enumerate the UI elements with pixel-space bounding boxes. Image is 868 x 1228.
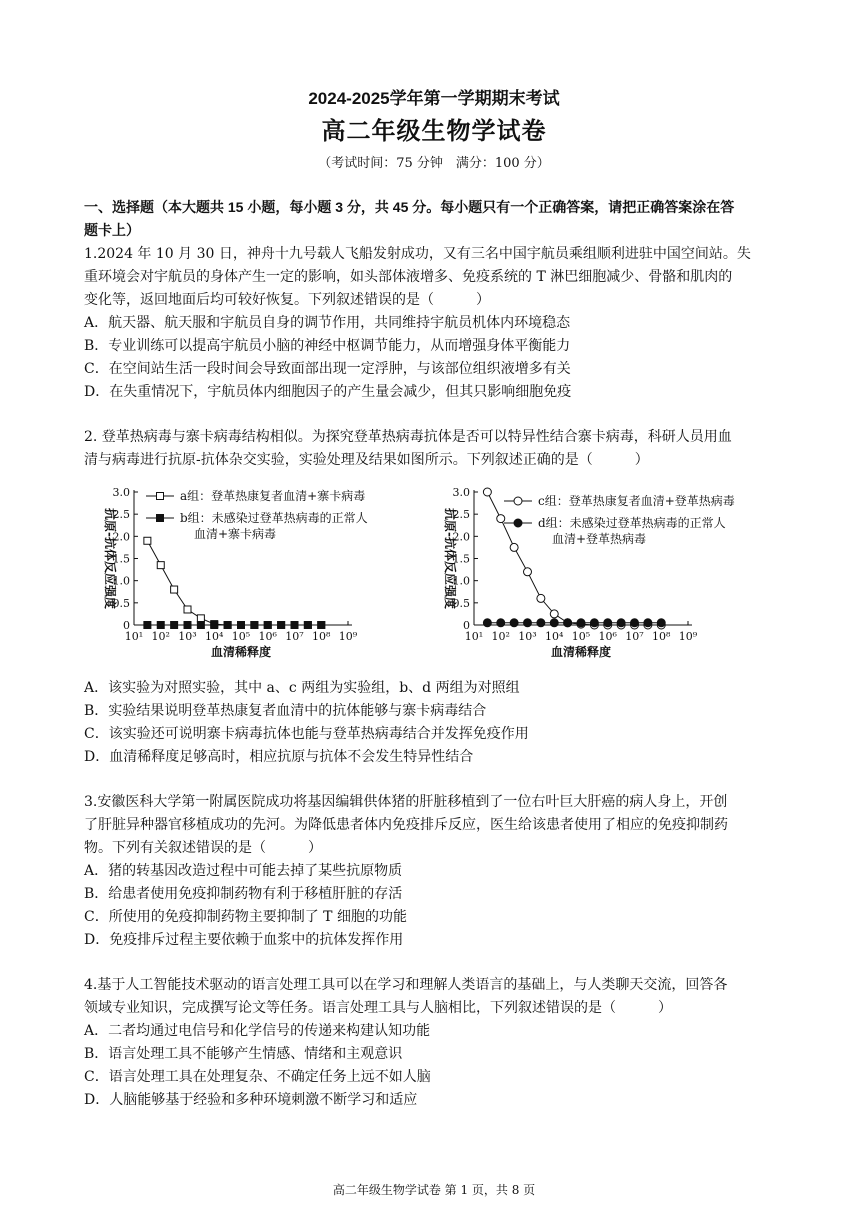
x-axis-label: 血清稀释度 <box>210 645 272 659</box>
exam-title: 2024-2025学年第一学期期末考试 <box>308 89 560 108</box>
legend-label: a组：登革热康复者血清+寨卡病毒 <box>180 489 366 503</box>
q1-option-d: D．在失重情况下，宇航员体内细胞因子的产生量会减少，但其只影响细胞免疫 <box>84 384 572 400</box>
data-point <box>211 622 218 629</box>
data-point <box>171 622 178 629</box>
q4-stem: 4.基于人工智能技术驱动的语言处理工具可以在学习和理解人类语言的基础上，与人类聊天交流，回答各 <box>84 977 728 993</box>
q3-option-b: B．给患者使用免疫抑制药物有利于移植肝脏的存活 <box>84 886 403 902</box>
q3-option-a: A．猪的转基因改造过程中可能去掉了某些抗原物质 <box>84 863 403 879</box>
y-tick-label: 3.0 <box>112 486 130 499</box>
data-point <box>550 619 558 627</box>
section-heading-cont: 题卡上） <box>84 222 140 238</box>
q1-option-a: A．航天器、航天服和宇航员自身的调节作用，共同维持宇航员机体内环境稳态 <box>84 315 571 331</box>
q1-option-b: B．专业训练可以提高宇航员小脑的神经中枢调节能力，从而增强身体平衡能力 <box>84 338 571 354</box>
q2-option-d: D．血清稀释度足够高时，相应抗原与抗体不会发生特异性结合 <box>84 749 474 765</box>
y-tick-label: 0.5 <box>112 596 130 610</box>
data-point <box>497 619 505 627</box>
legend-label: c组：登革热康复者血清+登革热病毒 <box>538 494 735 508</box>
x-tick-label: 10⁵ <box>231 630 251 643</box>
y-tick-label: 1.5 <box>452 552 470 566</box>
data-point <box>577 619 585 627</box>
data-point <box>537 594 545 602</box>
data-point <box>144 537 151 544</box>
q2-option-c: C．该实验还可说明寨卡病毒抗体也能与登革热病毒结合并发挥免疫作用 <box>84 726 529 742</box>
data-point <box>644 619 652 627</box>
q2-option-a: A．该实验为对照实验，其中 a、c 两组为实验组，b、d 两组为对照组 <box>84 680 520 696</box>
q3-option-c: C．所使用的免疫抑制药物主要抑制了 T 细胞的功能 <box>84 909 407 925</box>
q1-stem: 1.2024 年 10 月 30 日，神舟十九号载人飞船发射成功，又有三名中国宇航员乘组顺利进驻中国空间站。失 <box>84 246 751 262</box>
data-point <box>318 622 325 629</box>
data-point <box>604 619 612 627</box>
data-point <box>564 619 572 627</box>
x-tick-label: 10⁴ <box>205 630 224 643</box>
q3-stem: 了肝脏异种器官移植成功的先河。为降低患者体内免疫排斥反应，医生给该患者使用了相应的免疫抑制药 <box>84 817 728 833</box>
y-tick-label: 3.0 <box>452 486 470 499</box>
q4-option-a: A．二者均通过电信号和化学信号的传递来构建认知功能 <box>84 1023 431 1039</box>
x-tick-label: 10⁹ <box>678 630 698 643</box>
legend-marker <box>157 515 164 522</box>
q2-stem: 清与病毒进行抗原-抗体杂交实验，实验处理及结果如图所示。下列叙述正确的是（ ） <box>84 452 649 468</box>
x-tick-label: 10³ <box>178 630 197 643</box>
data-point <box>197 622 204 629</box>
data-point <box>278 622 285 629</box>
data-point <box>238 622 245 629</box>
data-point <box>497 515 505 523</box>
series-line <box>147 541 321 625</box>
x-tick-label: 10⁹ <box>338 630 358 643</box>
q2-option-b: B．实验结果说明登革热康复者血清中的抗体能够与寨卡病毒结合 <box>84 703 487 719</box>
data-point <box>157 562 164 569</box>
data-point <box>510 619 518 627</box>
q3-stem: 物。下列有关叙述错误的是（ ） <box>84 840 322 856</box>
data-point <box>144 622 151 629</box>
chart-right <box>428 480 788 665</box>
legend-label: 血清+寨卡病毒 <box>194 527 277 541</box>
data-point <box>184 622 191 629</box>
x-tick-label: 10⁷ <box>625 630 644 643</box>
q4-stem: 领域专业知识，完成撰写论文等任务。语言处理工具与人脑相比，下列叙述错误的是（ ） <box>84 1000 672 1016</box>
y-tick-label: 1.5 <box>112 552 130 566</box>
y-tick-label: 0.5 <box>452 596 470 610</box>
y-tick-label: 2.5 <box>112 508 130 522</box>
q3-option-d: D．免疫排斥过程主要依赖于血浆中的抗体发挥作用 <box>84 932 404 948</box>
x-tick-label: 10⁵ <box>571 630 591 643</box>
y-tick-label: 2.5 <box>452 508 470 522</box>
data-point <box>157 622 164 629</box>
x-tick-label: 10⁸ <box>652 630 671 643</box>
q4-option-b: B．语言处理工具不能够产生情感、情绪和主观意识 <box>84 1046 403 1062</box>
page-footer: 高二年级生物学试卷 第 1 页，共 8 页 <box>332 1183 536 1197</box>
legend-label: 血清+登革热病毒 <box>552 532 647 546</box>
x-tick-label: 10¹ <box>124 630 144 643</box>
data-point <box>291 622 298 629</box>
data-point <box>171 586 178 593</box>
exam-info: （考试时间：75 分钟 满分：100 分） <box>318 156 550 171</box>
data-point <box>224 622 231 629</box>
data-point <box>184 606 191 613</box>
x-tick-label: 10³ <box>518 630 537 643</box>
data-point <box>197 615 204 622</box>
q1-stem: 重环境会对宇航员的身体产生一定的影响，如头部体液增多、免疫系统的 T 淋巴细胞减少、骨骼和肌肉的 <box>84 269 733 285</box>
x-tick-label: 10⁶ <box>258 630 277 643</box>
data-point <box>537 619 545 627</box>
data-point <box>524 619 532 627</box>
y-tick-label: 0 <box>123 619 130 632</box>
data-point <box>590 619 598 627</box>
data-point <box>264 622 271 629</box>
series-line <box>487 492 661 625</box>
q2-stem: 2. 登革热病毒与寨卡病毒结构相似。为探究登革热病毒抗体是否可以特异性结合寨卡病毒，科研人员用血 <box>84 429 732 445</box>
legend-label: b组：未感染过登革热病毒的正常人 <box>180 511 368 525</box>
data-point <box>304 622 311 629</box>
x-tick-label: 10⁴ <box>545 630 564 643</box>
y-axis-label: 抗原-抗体反应强度 <box>103 508 117 609</box>
legend-marker <box>157 493 164 500</box>
q1-stem: 变化等，返回地面后均可较好恢复。下列叙述错误的是（ ） <box>84 292 490 308</box>
x-tick-label: 10² <box>491 630 510 643</box>
y-tick-label: 1.0 <box>112 574 130 588</box>
y-tick-label: 2.0 <box>112 530 130 544</box>
data-point <box>631 619 639 627</box>
x-tick-label: 10⁸ <box>312 630 331 643</box>
x-tick-label: 10⁶ <box>598 630 617 643</box>
paper-title: 高二年级生物学试卷 <box>321 118 547 145</box>
legend-marker <box>514 519 522 527</box>
x-tick-label: 10² <box>151 630 170 643</box>
data-point <box>524 568 532 576</box>
data-point <box>657 619 665 627</box>
section-heading: 一、选择题（本大题共 15 小题，每小题 3 分，共 45 分。每小题只有一个正确答案，请把正确答案涂在答 <box>84 199 735 215</box>
legend-marker <box>514 497 522 505</box>
legend-label: d组：未感染过登革热病毒的正常人 <box>538 516 726 530</box>
y-axis-label: 抗原-抗体反应强度 <box>443 508 457 609</box>
data-point <box>251 622 258 629</box>
y-tick-label: 1.0 <box>452 574 470 588</box>
x-axis-label: 血清稀释度 <box>550 645 612 659</box>
data-point <box>483 488 491 496</box>
data-point <box>483 619 491 627</box>
y-tick-label: 2.0 <box>452 530 470 544</box>
q1-option-c: C．在空间站生活一段时间会导致面部出现一定浮肿，与该部位组织液增多有关 <box>84 361 571 377</box>
q4-option-d: D．人脑能够基于经验和多种环境刺激不断学习和适应 <box>84 1092 418 1108</box>
x-tick-label: 10⁷ <box>285 630 304 643</box>
data-point <box>617 619 625 627</box>
q4-option-c: C．语言处理工具在处理复杂、不确定任务上远不如人脑 <box>84 1069 431 1085</box>
q3-stem: 3.安徽医科大学第一附属医院成功将基因编辑供体猪的肝脏移植到了一位右叶巨大肝癌的病人身上，开创 <box>84 794 728 810</box>
data-point <box>510 543 518 551</box>
x-tick-label: 10¹ <box>464 630 484 643</box>
data-point <box>550 610 558 618</box>
y-tick-label: 0 <box>463 619 470 632</box>
chart-left <box>88 480 408 665</box>
